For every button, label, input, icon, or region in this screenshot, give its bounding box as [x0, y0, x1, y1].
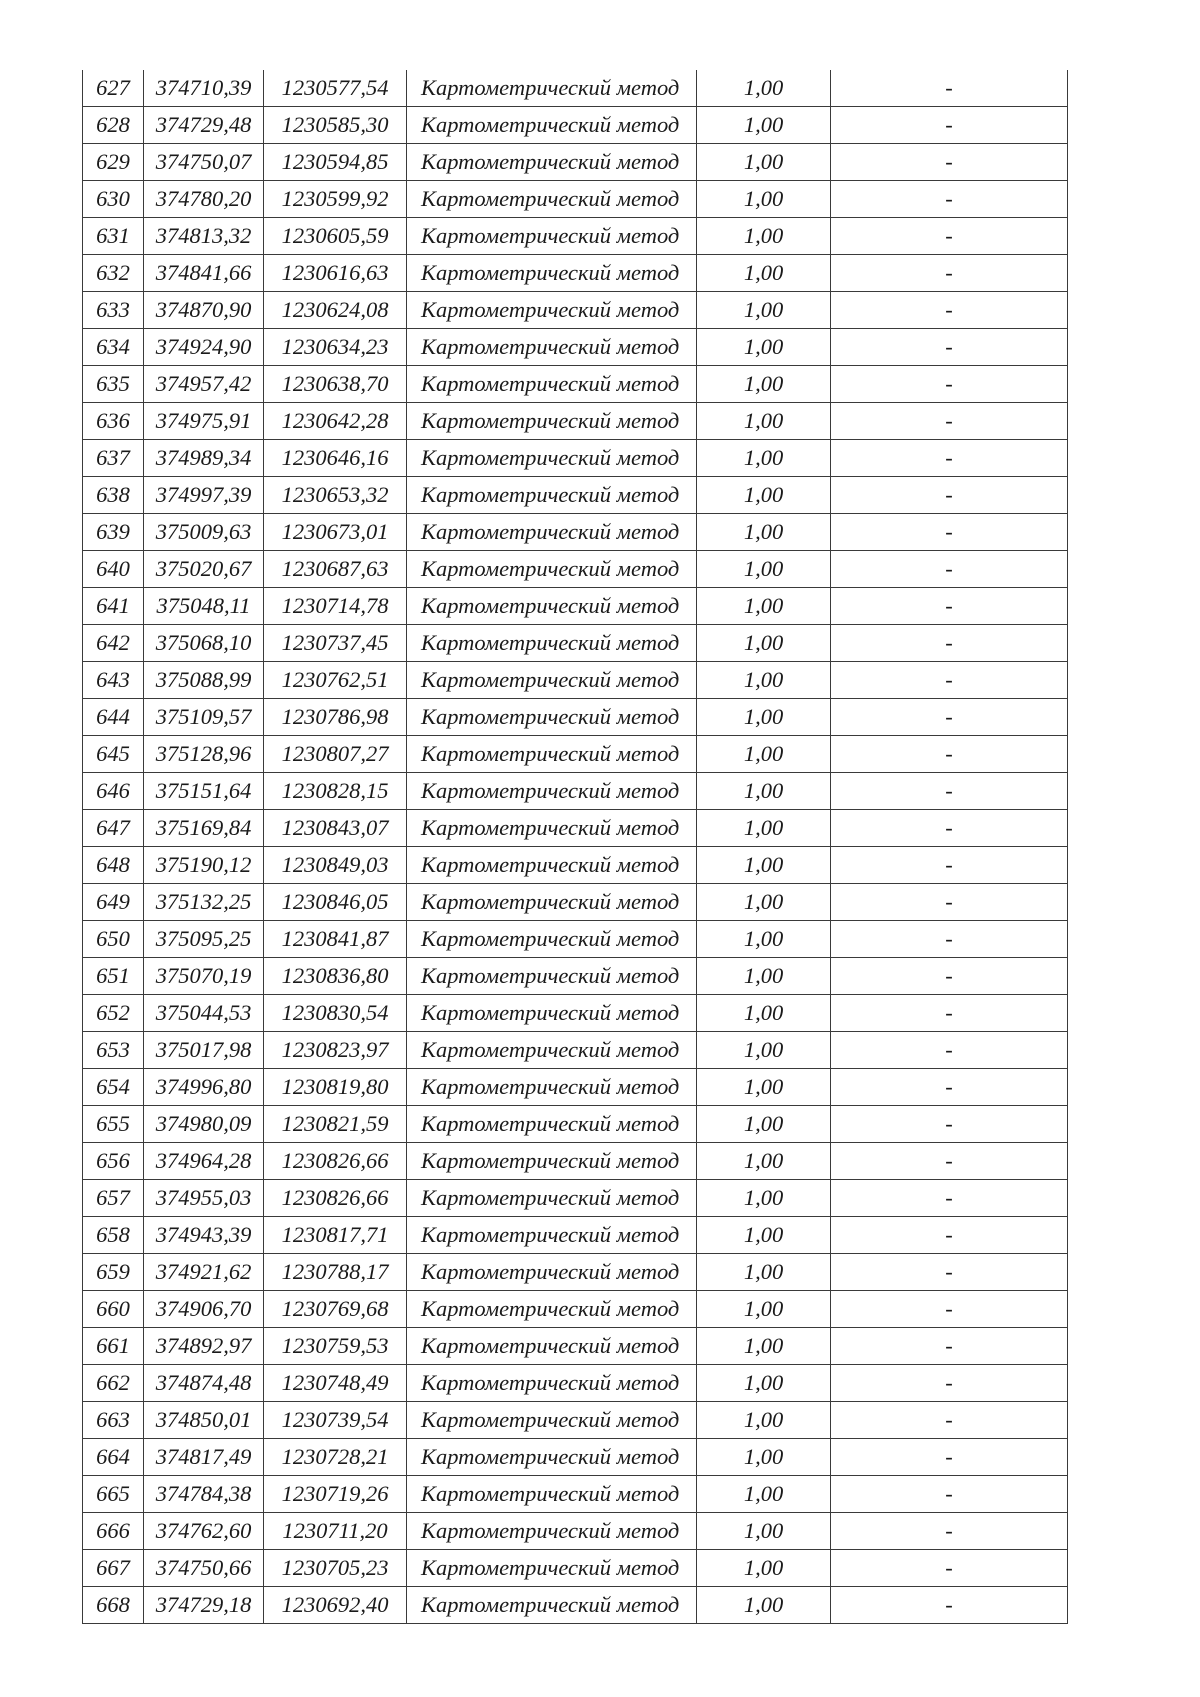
x-coordinate-cell: 374980,09 [144, 1106, 264, 1143]
accuracy-cell: 1,00 [697, 1143, 831, 1180]
accuracy-cell: 1,00 [697, 218, 831, 255]
table-row [83, 662, 1068, 699]
extra-cell: - [831, 366, 1068, 403]
extra-cell: - [831, 255, 1068, 292]
table-row [83, 1069, 1068, 1106]
x-coordinate-cell: 374841,66 [144, 255, 264, 292]
table-row [83, 329, 1068, 366]
point-number-cell: 667 [83, 1550, 144, 1587]
y-coordinate-cell: 1230577,54 [264, 70, 407, 107]
x-coordinate-cell: 375048,11 [144, 588, 264, 625]
point-number-cell: 641 [83, 588, 144, 625]
extra-cell: - [831, 1143, 1068, 1180]
accuracy-cell: 1,00 [697, 773, 831, 810]
method-cell: Картометрический метод [407, 477, 697, 514]
table-row [83, 958, 1068, 995]
extra-cell: - [831, 1254, 1068, 1291]
accuracy-cell: 1,00 [697, 107, 831, 144]
method-cell: Картометрический метод [407, 810, 697, 847]
point-number-cell: 655 [83, 1106, 144, 1143]
point-number-cell: 651 [83, 958, 144, 995]
accuracy-cell: 1,00 [697, 1106, 831, 1143]
accuracy-cell: 1,00 [697, 625, 831, 662]
x-coordinate-cell: 374921,62 [144, 1254, 264, 1291]
x-coordinate-cell: 374996,80 [144, 1069, 264, 1106]
accuracy-cell: 1,00 [697, 1365, 831, 1402]
extra-cell: - [831, 1180, 1068, 1217]
coordinates-table-body [83, 70, 1068, 1624]
x-coordinate-cell: 374710,39 [144, 70, 264, 107]
extra-cell: - [831, 1217, 1068, 1254]
extra-cell: - [831, 699, 1068, 736]
accuracy-cell: 1,00 [697, 1328, 831, 1365]
x-coordinate-cell: 374750,66 [144, 1550, 264, 1587]
table-row [83, 1217, 1068, 1254]
table-row [83, 995, 1068, 1032]
extra-cell: - [831, 1106, 1068, 1143]
method-cell: Картометрический метод [407, 403, 697, 440]
method-cell: Картометрический метод [407, 1032, 697, 1069]
method-cell: Картометрический метод [407, 366, 697, 403]
y-coordinate-cell: 1230624,08 [264, 292, 407, 329]
y-coordinate-cell: 1230846,05 [264, 884, 407, 921]
accuracy-cell: 1,00 [697, 477, 831, 514]
accuracy-cell: 1,00 [697, 847, 831, 884]
table-row [83, 477, 1068, 514]
accuracy-cell: 1,00 [697, 699, 831, 736]
y-coordinate-cell: 1230759,53 [264, 1328, 407, 1365]
method-cell: Картометрический метод [407, 1587, 697, 1624]
x-coordinate-cell: 375044,53 [144, 995, 264, 1032]
point-number-cell: 652 [83, 995, 144, 1032]
table-row [83, 847, 1068, 884]
accuracy-cell: 1,00 [697, 1254, 831, 1291]
point-number-cell: 649 [83, 884, 144, 921]
accuracy-cell: 1,00 [697, 884, 831, 921]
table-row [83, 1587, 1068, 1624]
method-cell: Картометрический метод [407, 1402, 697, 1439]
x-coordinate-cell: 375068,10 [144, 625, 264, 662]
accuracy-cell: 1,00 [697, 588, 831, 625]
table-row [83, 70, 1068, 107]
method-cell: Картометрический метод [407, 1106, 697, 1143]
point-number-cell: 645 [83, 736, 144, 773]
x-coordinate-cell: 374906,70 [144, 1291, 264, 1328]
accuracy-cell: 1,00 [697, 514, 831, 551]
y-coordinate-cell: 1230599,92 [264, 181, 407, 218]
accuracy-cell: 1,00 [697, 1513, 831, 1550]
y-coordinate-cell: 1230653,32 [264, 477, 407, 514]
method-cell: Картометрический метод [407, 1069, 697, 1106]
point-number-cell: 654 [83, 1069, 144, 1106]
point-number-cell: 656 [83, 1143, 144, 1180]
y-coordinate-cell: 1230807,27 [264, 736, 407, 773]
method-cell: Картометрический метод [407, 144, 697, 181]
x-coordinate-cell: 374870,90 [144, 292, 264, 329]
accuracy-cell: 1,00 [697, 440, 831, 477]
method-cell: Картометрический метод [407, 329, 697, 366]
y-coordinate-cell: 1230826,66 [264, 1180, 407, 1217]
point-number-cell: 630 [83, 181, 144, 218]
x-coordinate-cell: 374997,39 [144, 477, 264, 514]
method-cell: Картометрический метод [407, 1180, 697, 1217]
point-number-cell: 665 [83, 1476, 144, 1513]
extra-cell: - [831, 995, 1068, 1032]
x-coordinate-cell: 375132,25 [144, 884, 264, 921]
point-number-cell: 644 [83, 699, 144, 736]
accuracy-cell: 1,00 [697, 1069, 831, 1106]
point-number-cell: 662 [83, 1365, 144, 1402]
accuracy-cell: 1,00 [697, 181, 831, 218]
table-row [83, 255, 1068, 292]
extra-cell: - [831, 292, 1068, 329]
table-row [83, 588, 1068, 625]
x-coordinate-cell: 374817,49 [144, 1439, 264, 1476]
extra-cell: - [831, 1587, 1068, 1624]
y-coordinate-cell: 1230849,03 [264, 847, 407, 884]
x-coordinate-cell: 374957,42 [144, 366, 264, 403]
method-cell: Картометрический метод [407, 292, 697, 329]
accuracy-cell: 1,00 [697, 1180, 831, 1217]
table-row [83, 440, 1068, 477]
point-number-cell: 650 [83, 921, 144, 958]
x-coordinate-cell: 375190,12 [144, 847, 264, 884]
x-coordinate-cell: 374943,39 [144, 1217, 264, 1254]
table-row [83, 403, 1068, 440]
point-number-cell: 663 [83, 1402, 144, 1439]
method-cell: Картометрический метод [407, 1143, 697, 1180]
y-coordinate-cell: 1230673,01 [264, 514, 407, 551]
x-coordinate-cell: 375070,19 [144, 958, 264, 995]
x-coordinate-cell: 374762,60 [144, 1513, 264, 1550]
x-coordinate-cell: 374975,91 [144, 403, 264, 440]
x-coordinate-cell: 374729,48 [144, 107, 264, 144]
extra-cell: - [831, 1402, 1068, 1439]
x-coordinate-cell: 375109,57 [144, 699, 264, 736]
extra-cell: - [831, 1291, 1068, 1328]
point-number-cell: 666 [83, 1513, 144, 1550]
table-row [83, 699, 1068, 736]
method-cell: Картометрический метод [407, 1254, 697, 1291]
y-coordinate-cell: 1230594,85 [264, 144, 407, 181]
table-row [83, 1550, 1068, 1587]
table-row [83, 773, 1068, 810]
accuracy-cell: 1,00 [697, 1402, 831, 1439]
method-cell: Картометрический метод [407, 773, 697, 810]
point-number-cell: 661 [83, 1328, 144, 1365]
coordinates-table [82, 70, 1068, 1624]
table-row [83, 1291, 1068, 1328]
point-number-cell: 653 [83, 1032, 144, 1069]
x-coordinate-cell: 375088,99 [144, 662, 264, 699]
x-coordinate-cell: 374892,97 [144, 1328, 264, 1365]
x-coordinate-cell: 375128,96 [144, 736, 264, 773]
table-row [83, 1439, 1068, 1476]
extra-cell: - [831, 884, 1068, 921]
x-coordinate-cell: 374989,34 [144, 440, 264, 477]
table-row [83, 1476, 1068, 1513]
method-cell: Картометрический метод [407, 921, 697, 958]
x-coordinate-cell: 375017,98 [144, 1032, 264, 1069]
point-number-cell: 635 [83, 366, 144, 403]
extra-cell: - [831, 810, 1068, 847]
y-coordinate-cell: 1230828,15 [264, 773, 407, 810]
extra-cell: - [831, 218, 1068, 255]
x-coordinate-cell: 374955,03 [144, 1180, 264, 1217]
x-coordinate-cell: 374729,18 [144, 1587, 264, 1624]
accuracy-cell: 1,00 [697, 70, 831, 107]
extra-cell: - [831, 329, 1068, 366]
x-coordinate-cell: 374780,20 [144, 181, 264, 218]
point-number-cell: 636 [83, 403, 144, 440]
table-row [83, 292, 1068, 329]
extra-cell: - [831, 1365, 1068, 1402]
accuracy-cell: 1,00 [697, 1587, 831, 1624]
method-cell: Картометрический метод [407, 218, 697, 255]
table-row [83, 1032, 1068, 1069]
y-coordinate-cell: 1230605,59 [264, 218, 407, 255]
point-number-cell: 664 [83, 1439, 144, 1476]
y-coordinate-cell: 1230769,68 [264, 1291, 407, 1328]
extra-cell: - [831, 477, 1068, 514]
y-coordinate-cell: 1230830,54 [264, 995, 407, 1032]
point-number-cell: 659 [83, 1254, 144, 1291]
accuracy-cell: 1,00 [697, 1439, 831, 1476]
extra-cell: - [831, 514, 1068, 551]
method-cell: Картометрический метод [407, 1328, 697, 1365]
point-number-cell: 634 [83, 329, 144, 366]
accuracy-cell: 1,00 [697, 329, 831, 366]
table-row [83, 1328, 1068, 1365]
extra-cell: - [831, 773, 1068, 810]
method-cell: Картометрический метод [407, 995, 697, 1032]
accuracy-cell: 1,00 [697, 1032, 831, 1069]
point-number-cell: 637 [83, 440, 144, 477]
y-coordinate-cell: 1230634,23 [264, 329, 407, 366]
point-number-cell: 668 [83, 1587, 144, 1624]
extra-cell: - [831, 70, 1068, 107]
table-row [83, 366, 1068, 403]
y-coordinate-cell: 1230836,80 [264, 958, 407, 995]
extra-cell: - [831, 551, 1068, 588]
y-coordinate-cell: 1230692,40 [264, 1587, 407, 1624]
y-coordinate-cell: 1230786,98 [264, 699, 407, 736]
point-number-cell: 639 [83, 514, 144, 551]
y-coordinate-cell: 1230711,20 [264, 1513, 407, 1550]
extra-cell: - [831, 958, 1068, 995]
point-number-cell: 646 [83, 773, 144, 810]
y-coordinate-cell: 1230737,45 [264, 625, 407, 662]
point-number-cell: 629 [83, 144, 144, 181]
table-row [83, 218, 1068, 255]
x-coordinate-cell: 374874,48 [144, 1365, 264, 1402]
accuracy-cell: 1,00 [697, 403, 831, 440]
extra-cell: - [831, 1032, 1068, 1069]
point-number-cell: 648 [83, 847, 144, 884]
extra-cell: - [831, 736, 1068, 773]
y-coordinate-cell: 1230819,80 [264, 1069, 407, 1106]
table-row [83, 107, 1068, 144]
method-cell: Картометрический метод [407, 1291, 697, 1328]
method-cell: Картометрический метод [407, 514, 697, 551]
method-cell: Картометрический метод [407, 699, 697, 736]
x-coordinate-cell: 374813,32 [144, 218, 264, 255]
accuracy-cell: 1,00 [697, 1291, 831, 1328]
y-coordinate-cell: 1230728,21 [264, 1439, 407, 1476]
point-number-cell: 632 [83, 255, 144, 292]
point-number-cell: 638 [83, 477, 144, 514]
point-number-cell: 660 [83, 1291, 144, 1328]
table-row [83, 736, 1068, 773]
extra-cell: - [831, 107, 1068, 144]
accuracy-cell: 1,00 [697, 1476, 831, 1513]
y-coordinate-cell: 1230585,30 [264, 107, 407, 144]
point-number-cell: 640 [83, 551, 144, 588]
method-cell: Картометрический метод [407, 255, 697, 292]
point-number-cell: 631 [83, 218, 144, 255]
method-cell: Картометрический метод [407, 181, 697, 218]
accuracy-cell: 1,00 [697, 810, 831, 847]
table-row [83, 1180, 1068, 1217]
y-coordinate-cell: 1230817,71 [264, 1217, 407, 1254]
point-number-cell: 647 [83, 810, 144, 847]
point-number-cell: 633 [83, 292, 144, 329]
accuracy-cell: 1,00 [697, 736, 831, 773]
accuracy-cell: 1,00 [697, 662, 831, 699]
x-coordinate-cell: 375009,63 [144, 514, 264, 551]
method-cell: Картометрический метод [407, 551, 697, 588]
accuracy-cell: 1,00 [697, 958, 831, 995]
extra-cell: - [831, 403, 1068, 440]
y-coordinate-cell: 1230843,07 [264, 810, 407, 847]
method-cell: Картометрический метод [407, 1365, 697, 1402]
point-number-cell: 628 [83, 107, 144, 144]
method-cell: Картометрический метод [407, 736, 697, 773]
extra-cell: - [831, 1550, 1068, 1587]
accuracy-cell: 1,00 [697, 366, 831, 403]
extra-cell: - [831, 1439, 1068, 1476]
method-cell: Картометрический метод [407, 847, 697, 884]
point-number-cell: 627 [83, 70, 144, 107]
document-page [82, 70, 1067, 1624]
table-row [83, 181, 1068, 218]
extra-cell: - [831, 921, 1068, 958]
x-coordinate-cell: 375095,25 [144, 921, 264, 958]
y-coordinate-cell: 1230687,63 [264, 551, 407, 588]
x-coordinate-cell: 375169,84 [144, 810, 264, 847]
table-row [83, 921, 1068, 958]
table-row [83, 514, 1068, 551]
method-cell: Картометрический метод [407, 70, 697, 107]
x-coordinate-cell: 375151,64 [144, 773, 264, 810]
extra-cell: - [831, 662, 1068, 699]
y-coordinate-cell: 1230748,49 [264, 1365, 407, 1402]
y-coordinate-cell: 1230739,54 [264, 1402, 407, 1439]
table-row [83, 810, 1068, 847]
method-cell: Картометрический метод [407, 107, 697, 144]
method-cell: Картометрический метод [407, 1217, 697, 1254]
extra-cell: - [831, 440, 1068, 477]
accuracy-cell: 1,00 [697, 921, 831, 958]
y-coordinate-cell: 1230826,66 [264, 1143, 407, 1180]
extra-cell: - [831, 1069, 1068, 1106]
x-coordinate-cell: 375020,67 [144, 551, 264, 588]
method-cell: Картометрический метод [407, 662, 697, 699]
y-coordinate-cell: 1230642,28 [264, 403, 407, 440]
table-row [83, 1254, 1068, 1291]
table-row [83, 1513, 1068, 1550]
method-cell: Картометрический метод [407, 440, 697, 477]
method-cell: Картометрический метод [407, 1513, 697, 1550]
y-coordinate-cell: 1230714,78 [264, 588, 407, 625]
x-coordinate-cell: 374784,38 [144, 1476, 264, 1513]
table-row [83, 1143, 1068, 1180]
table-row [83, 144, 1068, 181]
point-number-cell: 657 [83, 1180, 144, 1217]
point-number-cell: 643 [83, 662, 144, 699]
extra-cell: - [831, 181, 1068, 218]
y-coordinate-cell: 1230821,59 [264, 1106, 407, 1143]
table-row [83, 1365, 1068, 1402]
table-row [83, 551, 1068, 588]
accuracy-cell: 1,00 [697, 255, 831, 292]
extra-cell: - [831, 1513, 1068, 1550]
y-coordinate-cell: 1230841,87 [264, 921, 407, 958]
extra-cell: - [831, 588, 1068, 625]
accuracy-cell: 1,00 [697, 1550, 831, 1587]
method-cell: Картометрический метод [407, 1550, 697, 1587]
extra-cell: - [831, 625, 1068, 662]
y-coordinate-cell: 1230823,97 [264, 1032, 407, 1069]
accuracy-cell: 1,00 [697, 292, 831, 329]
table-row [83, 1106, 1068, 1143]
x-coordinate-cell: 374924,90 [144, 329, 264, 366]
method-cell: Картометрический метод [407, 588, 697, 625]
accuracy-cell: 1,00 [697, 551, 831, 588]
method-cell: Картометрический метод [407, 1476, 697, 1513]
y-coordinate-cell: 1230705,23 [264, 1550, 407, 1587]
accuracy-cell: 1,00 [697, 1217, 831, 1254]
accuracy-cell: 1,00 [697, 995, 831, 1032]
table-row [83, 1402, 1068, 1439]
table-row [83, 884, 1068, 921]
method-cell: Картометрический метод [407, 1439, 697, 1476]
y-coordinate-cell: 1230638,70 [264, 366, 407, 403]
y-coordinate-cell: 1230788,17 [264, 1254, 407, 1291]
y-coordinate-cell: 1230762,51 [264, 662, 407, 699]
method-cell: Картометрический метод [407, 884, 697, 921]
x-coordinate-cell: 374750,07 [144, 144, 264, 181]
method-cell: Картометрический метод [407, 625, 697, 662]
x-coordinate-cell: 374850,01 [144, 1402, 264, 1439]
point-number-cell: 658 [83, 1217, 144, 1254]
table-row [83, 625, 1068, 662]
y-coordinate-cell: 1230719,26 [264, 1476, 407, 1513]
extra-cell: - [831, 144, 1068, 181]
extra-cell: - [831, 847, 1068, 884]
y-coordinate-cell: 1230646,16 [264, 440, 407, 477]
point-number-cell: 642 [83, 625, 144, 662]
y-coordinate-cell: 1230616,63 [264, 255, 407, 292]
accuracy-cell: 1,00 [697, 144, 831, 181]
extra-cell: - [831, 1328, 1068, 1365]
method-cell: Картометрический метод [407, 958, 697, 995]
x-coordinate-cell: 374964,28 [144, 1143, 264, 1180]
extra-cell: - [831, 1476, 1068, 1513]
